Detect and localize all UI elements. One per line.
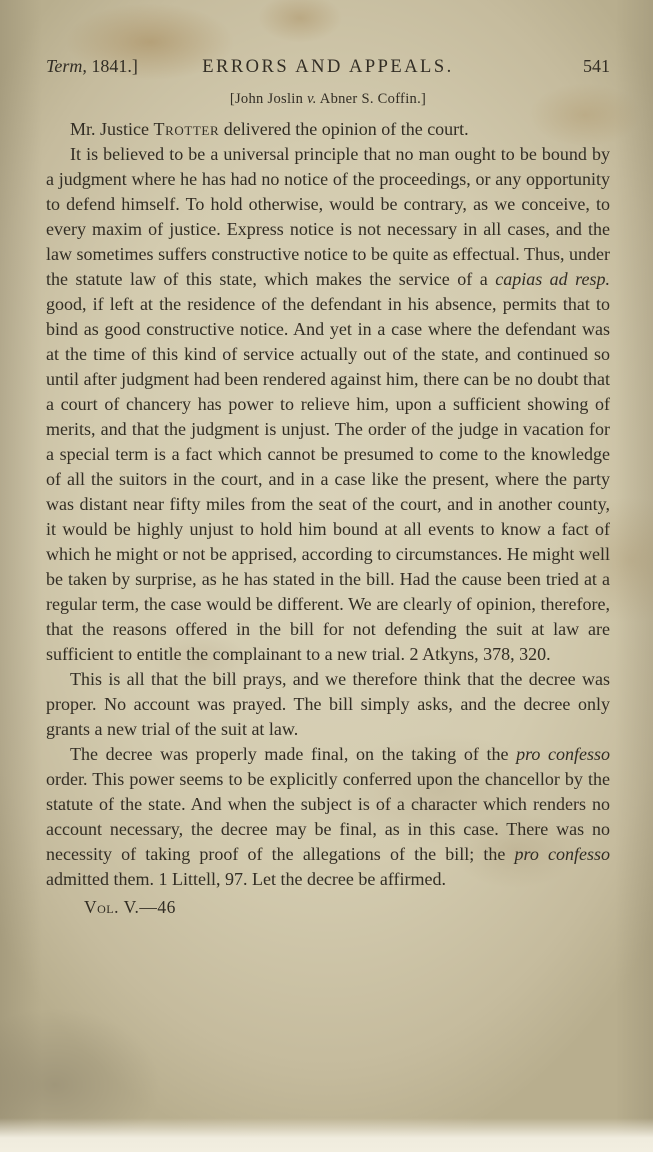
text-run: Trotter (153, 119, 220, 139)
text-run: capias ad resp. (495, 269, 611, 289)
text-run: admitted them. 1 Littell, 97. Let the decree be affirmed. (46, 869, 447, 889)
text-run: v. (307, 91, 317, 107)
paragraph (46, 742, 610, 892)
case-caption (46, 91, 610, 108)
text-run: delivered the opinion of the court. (219, 119, 469, 139)
paragraph (46, 142, 610, 667)
text-run: pro confesso (514, 844, 610, 864)
text-run: 1841.] (86, 56, 138, 76)
opinion-body (46, 117, 610, 892)
text-run: [John Joslin (229, 91, 308, 107)
text-run: order. This power seems to be explicitly conferred upon the chancellor by the statute of the state. And when the subject is of a character which renders no account necessary, the decree may be final, as in this case. There was no necessity of taking proof of the allegations of the bill; the (46, 769, 610, 864)
page-content (46, 56, 610, 918)
volume-signature: Vol. V.—46 (84, 897, 176, 917)
running-head (46, 56, 610, 78)
paragraph (46, 117, 610, 142)
text-run: good, if left at the residence of the defendant in his absence, permits that to bind as good constructive notice. And yet in a case where the defendant was at the time of this kind of service actually out of the state, and continued so until after judgment had been rendered against him, there can be no doubt that a court of chancery has power to relieve him, upon a sufficient showing of merits, and that the judgment is unjust. The order of the judge in vacation for a special term is a fact which cannot be presumed to come to the knowledge of all the suitors in the court, and in a case like the present, where the party was distant near fifty miles from the seat of the court, and in another county, it would be highly unjust to hold him bound at all events to know a fact of which he might or not be apprised, according to circumstances. He might well be taken by surprise, as he has stated in the bill. Had the cause been tried at a regular term, the case would be different. We are clearly of opinion, therefore, that the reasons offered in the bill for not defending the suit at law are sufficient to entitle the complainant to a new trial. 2 Atkyns, 378, 320. (46, 294, 610, 664)
running-head-title: ERRORS AND APPEALS. (202, 57, 454, 77)
text-run: The decree was properly made final, on the taking of the (70, 744, 517, 764)
text-run: Abner S. Coffin.] (316, 91, 427, 107)
text-run: pro confesso (516, 744, 610, 764)
text-run: Term, (46, 56, 87, 76)
text-run: It is believed to be a universal principle that no man ought to be bound by a judgment where he has had no notice of the proceedings, or any opportunity to defend himself. To hold otherwise, would be contrary, as we conceive, to every maxim of justice. Express notice is not necessary in all cases, and the law sometimes suffers constructive notice to be quite as effectual. Thus, under the statute law of this state, which makes the service of a (46, 144, 610, 289)
paragraph (46, 667, 610, 742)
text-run: Mr. Justice (70, 119, 154, 139)
page-number: 541 (583, 56, 610, 76)
running-head-term (46, 56, 164, 77)
text-run: This is all that the bill prays, and we therefore think that the decree was proper. No account was prayed. The bill simply asks, and the decree only grants a new trial of the suit at law. (46, 669, 610, 739)
